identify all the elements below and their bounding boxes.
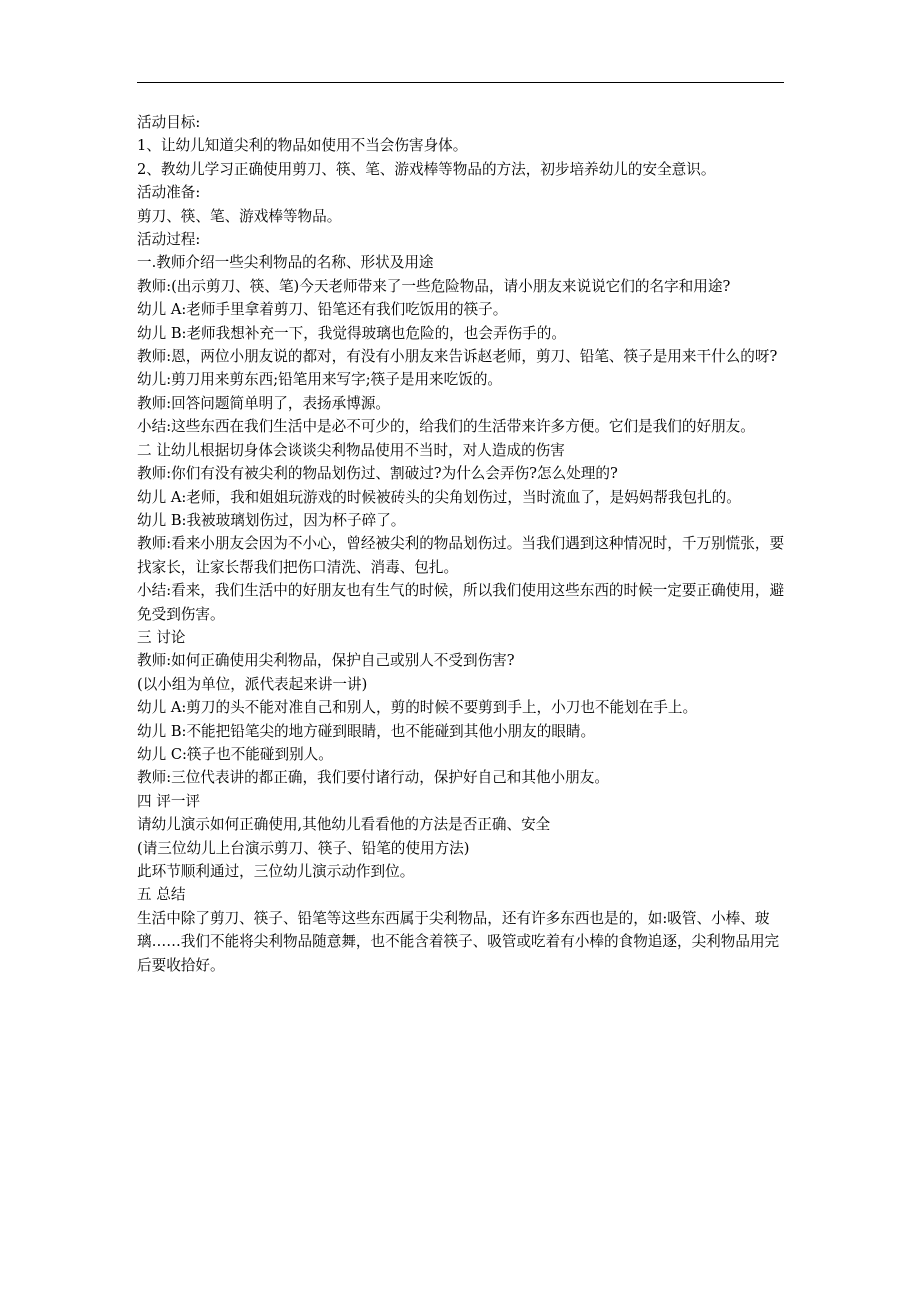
dialogue-line: 教师:回答问题简单明了，表扬承博源。 xyxy=(137,394,391,412)
preparation-text: 剪刀、筷、笔、游戏棒等物品。 xyxy=(137,207,342,225)
activity-line: (请三位幼儿上台演示剪刀、筷子、铅笔的使用方法) xyxy=(137,839,470,857)
dialogue-line: 幼儿 A:老师手里拿着剪刀、铅笔还有我们吃饭用的筷子。 xyxy=(137,301,508,319)
section-heading-preparation: 活动准备: xyxy=(137,184,201,202)
summary-line: 小结:这些东西在我们生活中是必不可少的，给我们的生活带来许多方便。它们是我们的好朋友。 xyxy=(137,418,755,436)
activity-line: 此环节顺利通过，三位幼儿演示动作到位。 xyxy=(137,863,415,880)
subsection-heading: 四 评一评 xyxy=(137,792,201,810)
goal-item: 1、让幼儿知道尖利的物品如使用不当会伤害身体。 xyxy=(137,137,468,155)
goal-item: 2、教幼儿学习正确使用剪刀、筷、笔、游戏棒等物品的方法，初步培养幼儿的安全意识。 xyxy=(137,160,716,178)
dialogue-line: 教师:恩，两位小朋友说的都对，有没有小朋友来告诉赵老师，剪刀、铅笔、筷子是用来干什么的呀? xyxy=(137,348,778,366)
dialogue-line: 幼儿 B:不能把铅笔尖的地方碰到眼睛，也不能碰到其他小朋友的眼睛。 xyxy=(137,722,596,740)
dialogue-line: 幼儿 B:老师我想补充一下，我觉得玻璃也危险的，也会弄伤手的。 xyxy=(137,324,566,342)
dialogue-line: 教师:三位代表讲的都正确，我们要付诸行动，保护好自己和其他小朋友。 xyxy=(137,769,609,787)
dialogue-line: 幼儿 B:我被玻璃划伤过，因为杯子碎了。 xyxy=(137,511,406,529)
dialogue-line: (以小组为单位，派代表起来讲一讲) xyxy=(137,675,368,693)
section-heading-goals: 活动目标: xyxy=(137,114,201,131)
subsection-heading: 一.教师介绍一些尖利物品的名称、形状及用途 xyxy=(137,254,434,272)
subsection-heading: 五 总结 xyxy=(137,886,186,904)
dialogue-line: 教师:(出示剪刀、筷、笔)今天老师带来了一些危险物品，请小朋友来说说它们的名字和用途? xyxy=(137,277,731,295)
activity-line: 请幼儿演示如何正确使用,其他幼儿看看他的方法是否正确、安全 xyxy=(137,816,551,834)
dialogue-line: 教师:如何正确使用尖利物品，保护自己或别人不受到伤害? xyxy=(137,652,515,670)
dialogue-line: 教师:看来小朋友会因为不小心，曾经被尖利的物品划伤过。当我们遇到这种情况时，千万别慌张，要找家长，让家长帮我们把伤口清洗、消毒、包扎。 xyxy=(137,535,785,576)
dialogue-line: 幼儿 A:剪刀的头不能对准自己和别人，剪的时候不要剪到手上，小刀也不能划在手上。 xyxy=(137,699,698,717)
section-heading-process: 活动过程: xyxy=(137,231,201,249)
dialogue-line: 幼儿 A:老师，我和姐姐玩游戏的时候被砖头的尖角划伤过，当时流血了，是妈妈帮我包扎的。 xyxy=(137,488,741,506)
subsection-heading: 三 讨论 xyxy=(137,628,186,646)
conclusion-text: 生活中除了剪刀、筷子、铅笔等这些东西属于尖利物品，还有许多东西也是的，如:吸管、小棒、玻璃……我们不能将尖利物品随意舞，也不能含着筷子、吸管或吃着有小棒的食物追逐，尖利物品用完后要收拾好。 xyxy=(137,909,780,974)
summary-line: 小结:看来，我们生活中的好朋友也有生气的时候，所以我们使用这些东西的时候一定要正确使用，避免受到伤害。 xyxy=(137,582,785,623)
dialogue-line: 教师:你们有没有被尖利的物品划伤过、割破过?为什么会弄伤?怎么处理的? xyxy=(137,465,618,483)
dialogue-line: 幼儿 C:筷子也不能碰到别人。 xyxy=(137,745,333,763)
document-body xyxy=(137,111,789,977)
header-rule xyxy=(137,82,784,83)
dialogue-line: 幼儿:剪刀用来剪东西;铅笔用来写字;筷子是用来吃饭的。 xyxy=(137,371,503,389)
subsection-heading: 二 让幼儿根据切身体会谈谈尖利物品使用不当时，对人造成的伤害 xyxy=(137,441,565,459)
